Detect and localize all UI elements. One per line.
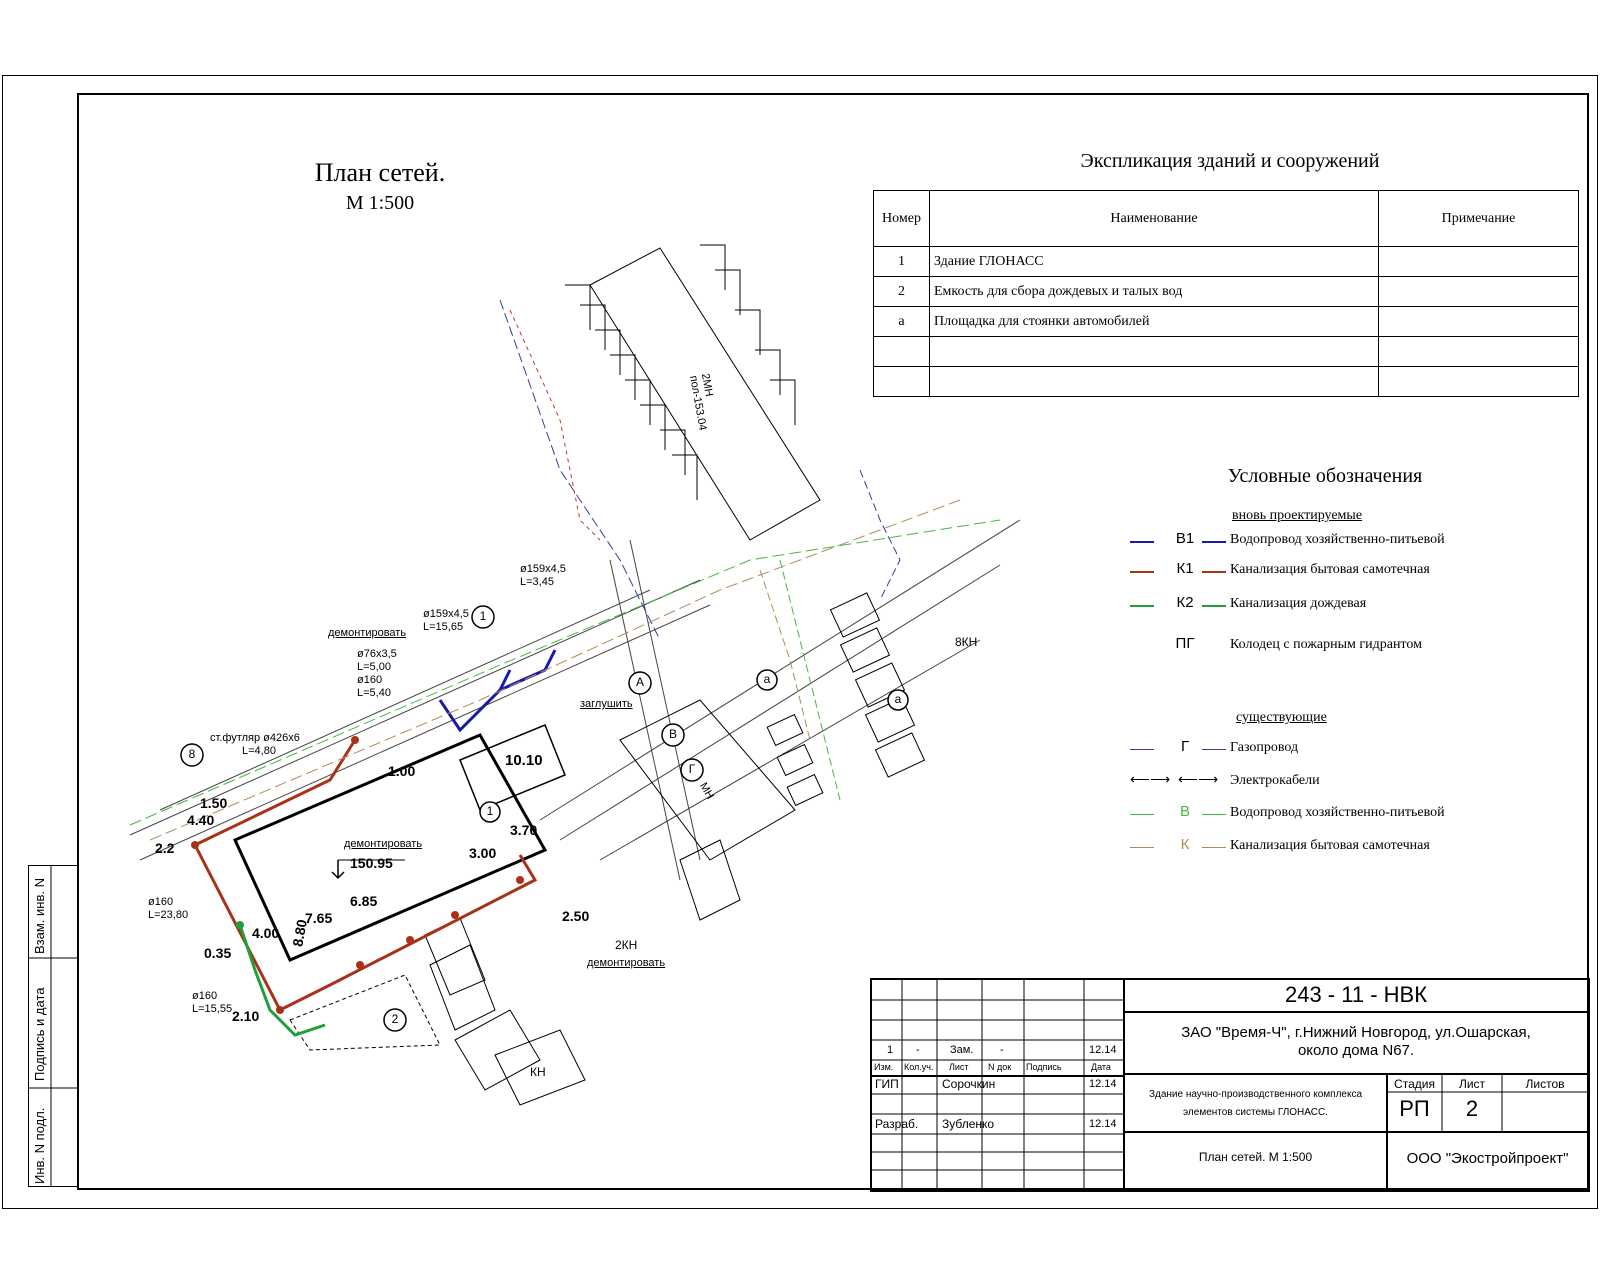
row-note bbox=[1379, 247, 1579, 277]
legend-item-pg bbox=[1130, 635, 1590, 659]
dim-8-80: 8.80 bbox=[289, 918, 310, 948]
pipe2-label: ø159x4,5 L=15,65 bbox=[423, 608, 469, 633]
table-row bbox=[874, 247, 1579, 277]
marker-G: Г bbox=[688, 762, 696, 776]
plan-title: План сетей. bbox=[314, 158, 446, 187]
rev-sheet: Зам. bbox=[950, 1044, 974, 1056]
elevation-label: 150.95 bbox=[350, 855, 393, 871]
legend-item-cables bbox=[1130, 771, 1590, 795]
side-vzam-inv: Взам. инв. N bbox=[32, 878, 47, 954]
table-row bbox=[874, 337, 1579, 367]
col-date: Дата bbox=[1091, 1062, 1111, 1072]
legend-code: К1 bbox=[1176, 560, 1194, 577]
legend-desc: Электрокабели bbox=[1230, 773, 1320, 788]
sheet-title: План сетей. М 1:500 bbox=[1198, 1150, 1313, 1164]
table-row bbox=[874, 367, 1579, 397]
dim-4-40: 4.40 bbox=[187, 812, 215, 828]
dim-2-50: 2.50 bbox=[562, 908, 590, 924]
col-list: Лист bbox=[949, 1062, 969, 1072]
table-row bbox=[874, 307, 1579, 337]
building-description: Здание научно-производственного комплекса элементов системы ГЛОНАСС. bbox=[1148, 1089, 1363, 1118]
col-header-name: Наименование bbox=[930, 191, 1379, 247]
legend-line bbox=[1202, 847, 1226, 848]
legend-code: В1 bbox=[1175, 530, 1195, 547]
row-name: Здание ГЛОНАСС bbox=[930, 247, 1379, 277]
row-number: 1 bbox=[874, 247, 930, 277]
legend-line bbox=[1130, 541, 1154, 543]
gip-date: 12.14 bbox=[1089, 1078, 1117, 1090]
legend-desc: Газопровод bbox=[1230, 740, 1299, 755]
organization: ООО "Экостройпроект" bbox=[1406, 1150, 1569, 1167]
demolish-label-3: демонтировать bbox=[587, 957, 666, 969]
legend-code: ПГ bbox=[1175, 635, 1195, 652]
legend-code: К2 bbox=[1176, 594, 1194, 611]
pipe6-label: ø160 L=15,55 bbox=[192, 990, 233, 1015]
dim-1-50: 1.50 bbox=[200, 795, 228, 811]
legend-item-b1 bbox=[1130, 530, 1590, 554]
dim-4-00: 4.00 bbox=[252, 925, 280, 941]
sheets-label: Листов bbox=[1525, 1077, 1565, 1091]
row-name bbox=[930, 337, 1379, 367]
legend-code: К bbox=[1180, 836, 1190, 853]
customer-line-1: ЗАО "Время-Ч", г.Нижний Новгород, ул.Ошарская, bbox=[1181, 1024, 1531, 1041]
dim-3-00: 3.00 bbox=[469, 845, 497, 861]
pipe1-label: ø159x4,5 L=3,45 bbox=[520, 563, 566, 588]
legend-item-gas bbox=[1130, 738, 1590, 762]
plug-label: заглушить bbox=[580, 698, 633, 710]
legend-line bbox=[1130, 571, 1154, 573]
marker-B: В bbox=[668, 727, 677, 741]
label-kn: КН bbox=[530, 1065, 546, 1079]
label-2kn: 2КН bbox=[615, 938, 638, 952]
row-name: Емкость для сбора дождевых и талых вод bbox=[930, 277, 1379, 307]
dim-3-70: 3.70 bbox=[510, 822, 538, 838]
legend-new-heading: вновь проектируемые bbox=[1232, 508, 1363, 523]
legend-item-water-existing bbox=[1130, 803, 1590, 827]
gip-label: ГИП bbox=[875, 1077, 899, 1091]
row-number: а bbox=[874, 307, 930, 337]
row-name bbox=[930, 367, 1379, 397]
legend-desc: Водопровод хозяйственно-питьевой bbox=[1230, 805, 1445, 820]
col-izm: Изм. bbox=[874, 1062, 894, 1072]
sheet-value: 2 bbox=[1465, 1096, 1479, 1121]
legend-code: В bbox=[1179, 803, 1190, 820]
legend-line bbox=[1130, 749, 1154, 750]
legend-line bbox=[1202, 814, 1226, 815]
label-8kn: 8КН bbox=[955, 635, 978, 649]
demolish-label-2: демонтировать bbox=[344, 838, 423, 850]
cable-arrow-icon: ⟵⟶ bbox=[1178, 773, 1219, 788]
rev-date: 12.14 bbox=[1089, 1044, 1117, 1056]
title-block bbox=[870, 978, 1590, 1192]
row-number bbox=[874, 367, 930, 397]
marker-2: 2 bbox=[391, 1012, 399, 1026]
legend-desc: Канализация бытовая самотечная bbox=[1230, 838, 1430, 853]
legend-title: Условные обозначения bbox=[1227, 465, 1423, 487]
marker-1: 1 bbox=[479, 609, 487, 623]
dim-6-85: 6.85 bbox=[350, 893, 378, 909]
explication-table bbox=[873, 190, 1579, 397]
label-2mn-floor: 2МН пол-153.04 bbox=[687, 372, 715, 432]
pipe5-label: ø160 L=23,80 bbox=[148, 896, 189, 921]
cable-arrow-icon: ⟵⟶ bbox=[1130, 773, 1171, 788]
legend-item-k1 bbox=[1130, 560, 1590, 584]
legend-existing-heading: существующие bbox=[1236, 710, 1327, 725]
legend-item-sewer-existing bbox=[1130, 836, 1590, 860]
rev-qty: - bbox=[916, 1044, 920, 1056]
legend-desc: Канализация бытовая самотечная bbox=[1230, 562, 1430, 577]
legend-desc: Водопровод хозяйственно-питьевой bbox=[1230, 532, 1445, 547]
legend-code: Г bbox=[1180, 738, 1190, 755]
pipe3-label: ø76x3,5 L=5,00 ø160 L=5,40 bbox=[357, 648, 397, 699]
row-note bbox=[1379, 277, 1579, 307]
col-header-note: Примечание bbox=[1379, 191, 1579, 247]
row-note bbox=[1379, 307, 1579, 337]
legend-line bbox=[1202, 749, 1226, 750]
dev-label: Разраб. bbox=[875, 1117, 919, 1131]
row-note bbox=[1379, 337, 1579, 367]
dim-1-00: 1.00 bbox=[388, 763, 416, 779]
marker-a: а bbox=[763, 672, 771, 686]
legend-line bbox=[1130, 814, 1154, 815]
side-inv-podl: Инв. N подл. bbox=[32, 1107, 47, 1184]
rev-number: 1 bbox=[887, 1044, 894, 1056]
table-row bbox=[874, 277, 1579, 307]
legend-line bbox=[1130, 605, 1154, 607]
marker-8: 8 bbox=[188, 747, 196, 761]
legend-line bbox=[1202, 605, 1226, 607]
marker-A: А bbox=[635, 675, 644, 689]
col-sign: Подпись bbox=[1026, 1062, 1062, 1072]
sheet-label: Лист bbox=[1458, 1077, 1486, 1091]
dev-name: Зубленко bbox=[942, 1117, 995, 1131]
legend-desc: Канализация дождевая bbox=[1230, 596, 1367, 611]
stage-label: Стадия bbox=[1394, 1077, 1435, 1091]
label-mn: МН bbox=[697, 780, 717, 802]
explication-title: Экспликация зданий и сооружений bbox=[1080, 150, 1380, 172]
customer-address bbox=[1124, 1024, 1588, 1060]
row-number bbox=[874, 337, 930, 367]
customer-line-2: около дома N67. bbox=[1297, 1042, 1415, 1059]
case-label: ст.футляр ø426x6 L=4,80 bbox=[210, 732, 300, 757]
side-sign-date: Подпись и дата bbox=[32, 987, 47, 1081]
plan-scale: М 1:500 bbox=[345, 192, 415, 214]
row-name: Площадка для стоянки автомобилей bbox=[930, 307, 1379, 337]
row-note bbox=[1379, 367, 1579, 397]
dim-10-10: 10.10 bbox=[505, 752, 543, 769]
side-approval-strip bbox=[28, 865, 78, 1187]
project-code: 243 - 11 - НВК bbox=[1284, 982, 1428, 1007]
dim-7-65: 7.65 bbox=[305, 910, 333, 926]
rev-doc: - bbox=[1000, 1044, 1004, 1056]
dim-2-10: 2.10 bbox=[232, 1008, 260, 1024]
legend-desc: Колодец с пожарным гидрантом bbox=[1230, 637, 1422, 652]
marker-a-parking: а bbox=[894, 692, 902, 706]
gip-name: Сорочкин bbox=[942, 1077, 996, 1091]
stage-value: РП bbox=[1399, 1096, 1430, 1121]
col-kol: Кол.уч. bbox=[904, 1062, 934, 1072]
col-header-number: Номер bbox=[874, 191, 930, 247]
marker-1-building: 1 bbox=[486, 804, 494, 818]
col-ndoc: N док bbox=[988, 1062, 1012, 1072]
dim-2-2: 2.2 bbox=[155, 840, 175, 856]
legend-line bbox=[1202, 541, 1226, 543]
demolish-label-1: демонтировать bbox=[328, 627, 407, 639]
row-number: 2 bbox=[874, 277, 930, 307]
dev-date: 12.14 bbox=[1089, 1118, 1117, 1130]
dim-0-35: 0.35 bbox=[204, 945, 232, 961]
legend-item-k2 bbox=[1130, 594, 1590, 618]
legend-line bbox=[1130, 847, 1154, 848]
legend-line bbox=[1202, 571, 1226, 573]
